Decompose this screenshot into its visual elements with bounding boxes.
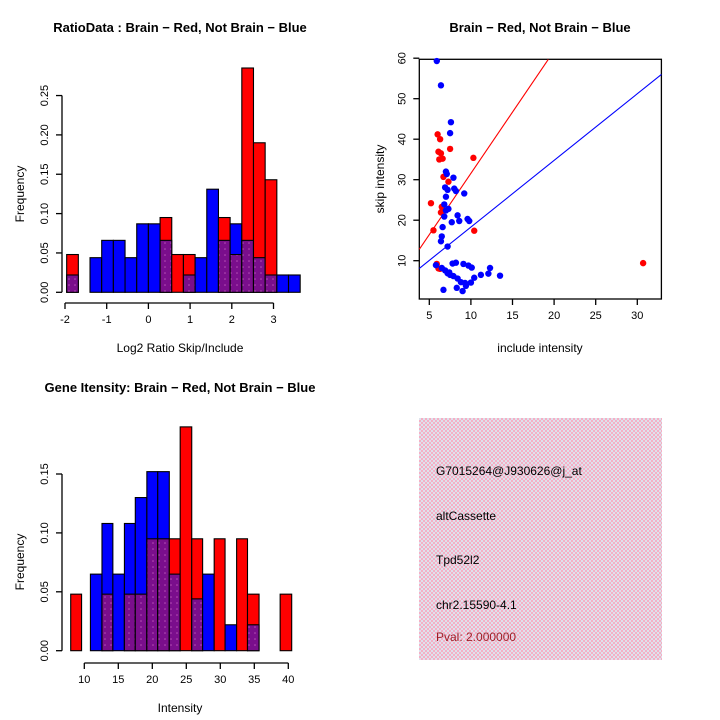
histogram-bar-red [280,594,292,651]
info-box [419,418,662,660]
histogram-overlap-bar [169,574,180,651]
scatter-point-blue [449,219,455,225]
scatter-point-red [437,136,443,142]
y-tick-label: 50 [396,92,409,105]
histogram-overlap-bar [160,240,172,292]
scatter-point-blue [444,243,450,249]
panel-info [360,360,720,720]
histogram-bar-red [237,539,248,651]
x-tick-label: 15 [506,310,519,322]
scatter-point-blue [453,188,459,194]
histogram-bar-blue [113,240,125,292]
scatter-point-blue [485,270,491,276]
x-tick-label: 25 [589,310,602,322]
histogram-bar-red [172,255,184,293]
y-tick-label: 0.20 [39,124,51,146]
y-tick-label: 30 [396,173,409,186]
histogram-bar-red [214,539,225,651]
x-tick-label: 25 [180,674,193,686]
scatter-point-blue [459,288,465,294]
scatter-point-blue [438,82,444,88]
histogram-bar-blue [113,574,125,651]
x-tick-label: 3 [270,314,277,326]
x-tick-label: 30 [631,310,644,322]
x-tick-label: 1 [187,314,194,326]
chart-title: Brain − Red, Not Brain − Blue [449,20,631,35]
x-tick-label: 0 [145,314,152,326]
scatter-point-blue [454,285,460,291]
histogram-bar-blue [225,625,237,651]
y-tick-label: 0.10 [39,202,51,225]
x-tick-label: 10 [78,674,91,686]
histogram-overlap-bar [230,255,242,293]
histogram-overlap-bar [102,594,113,651]
x-tick-label: 20 [547,310,561,322]
x-tick-label: 5 [426,310,433,322]
scatter-canvas [360,0,720,360]
scatter-point-red [640,260,646,266]
x-axis-title: Log2 Ratio Skip/Include [116,341,244,355]
scatter-point-blue [456,218,462,224]
y-tick-label: 0.05 [39,242,52,264]
scatter-point-red [436,156,442,162]
y-tick-label: 0.00 [39,281,51,304]
x-tick-label: 10 [464,310,478,322]
scatter-point-blue [434,58,440,64]
histogram-bar-blue [125,258,137,293]
scatter-point-red [445,179,451,185]
y-tick-label: 0.15 [39,463,51,485]
scatter-point-red [447,146,453,152]
scatter-point-blue [453,260,459,266]
y-tick-label: 0.25 [39,84,51,107]
x-tick-label: 20 [146,674,159,686]
y-tick-label: 0.10 [39,522,51,544]
splice-type-text: altCassette [436,509,497,523]
x-tick-label: 15 [112,674,125,686]
histogram-bar-blue [207,189,219,292]
scatter-point-blue [468,279,474,285]
chart-title: Gene Itensity: Brain − Red, Not Brain − Blue [44,380,316,395]
x-axis-title: include intensity [497,341,583,355]
scatter-point-blue [448,119,454,125]
y-tick-label: 20 [396,214,409,227]
histogram-bar-blue [148,224,160,292]
y-tick-label: 0.15 [39,163,51,185]
scatter-point-blue [487,265,493,271]
histogram-overlap-bar [218,240,230,292]
scatter-point-blue [447,130,453,136]
scatter-point-blue [466,218,472,224]
scatter-point-blue [444,187,450,193]
histogram-bar-blue [137,224,149,292]
histogram-bar-red [71,594,82,651]
pval-text: Pval: 2.000000 [436,630,517,644]
y-tick-label: 40 [396,133,409,146]
x-axis-title: Intensity [157,701,203,715]
histogram-overlap-bar [192,599,203,651]
histogram-overlap-bar [248,625,260,651]
chromosome-text: chr2.15590-4.1 [436,598,517,612]
y-tick-label: 0.00 [39,639,51,662]
scatter-point-blue [438,238,444,244]
scatter-point-red [428,200,434,206]
histogram-bar-red [180,427,192,651]
histogram-bar-blue [277,275,289,292]
gene-name-text: Tpd52l2 [436,553,480,567]
scatter-point-blue [443,194,449,200]
histogram-overlap-bar [265,275,277,292]
histogram-overlap-bar [242,240,254,292]
scatter-point-blue [461,190,467,196]
scatter-point-blue [478,272,484,278]
histogram-bar-blue [102,240,114,292]
gene-histogram-canvas [0,360,360,720]
scatter-point-red [471,228,477,234]
y-tick-label: 0.05 [39,581,51,603]
histogram-bar-blue [203,574,215,651]
scatter-point-blue [441,213,447,219]
scatter-point-blue [454,212,460,218]
histogram-bar-blue [90,258,102,293]
panel-ratio-histogram [0,0,360,360]
histogram-overlap-bar [147,539,158,651]
x-tick-label: 30 [214,674,227,686]
y-tick-label: 10 [396,254,409,267]
histogram-bar-blue [289,275,301,292]
x-tick-label: -2 [60,314,70,326]
x-tick-label: -1 [101,314,112,326]
histogram-bar-blue [90,574,102,651]
histogram-bar-blue [195,258,207,293]
x-tick-label: 40 [282,674,295,686]
fit-line-blue [419,74,661,268]
scatter-point-blue [469,264,475,270]
scatter-point-blue [450,174,456,180]
histogram-overlap-bar [183,275,195,292]
scatter-point-blue [433,262,439,268]
scatter-point-blue [497,272,503,278]
panel-gene-histogram [0,360,360,720]
scatter-point-red [430,227,436,233]
y-axis-title: skip intensity [373,144,387,214]
scatter-point-blue [440,287,446,293]
ratio-histogram-canvas [0,0,360,360]
histogram-overlap-bar [158,539,170,651]
scatter-point-blue [444,171,450,177]
y-tick-label: 60 [396,52,409,65]
scatter-point-blue [445,206,451,212]
histogram-overlap-bar [124,594,135,651]
probe-id-text: G7015264@J930626@j_at [436,464,582,478]
y-axis-title: Frequency [13,165,27,223]
chart-title: RatioData : Brain − Red, Not Brain − Blue [53,20,307,35]
scatter-point-red [470,155,476,161]
histogram-overlap-bar [67,275,79,292]
x-tick-label: 2 [228,314,235,326]
x-tick-label: 35 [248,674,261,686]
histogram-overlap-bar [253,258,265,293]
scatter-point-blue [439,224,445,230]
panel-scatter [360,0,720,360]
y-axis-title: Frequency [13,533,27,591]
scatter-point-blue [446,269,452,275]
histogram-overlap-bar [135,594,147,651]
